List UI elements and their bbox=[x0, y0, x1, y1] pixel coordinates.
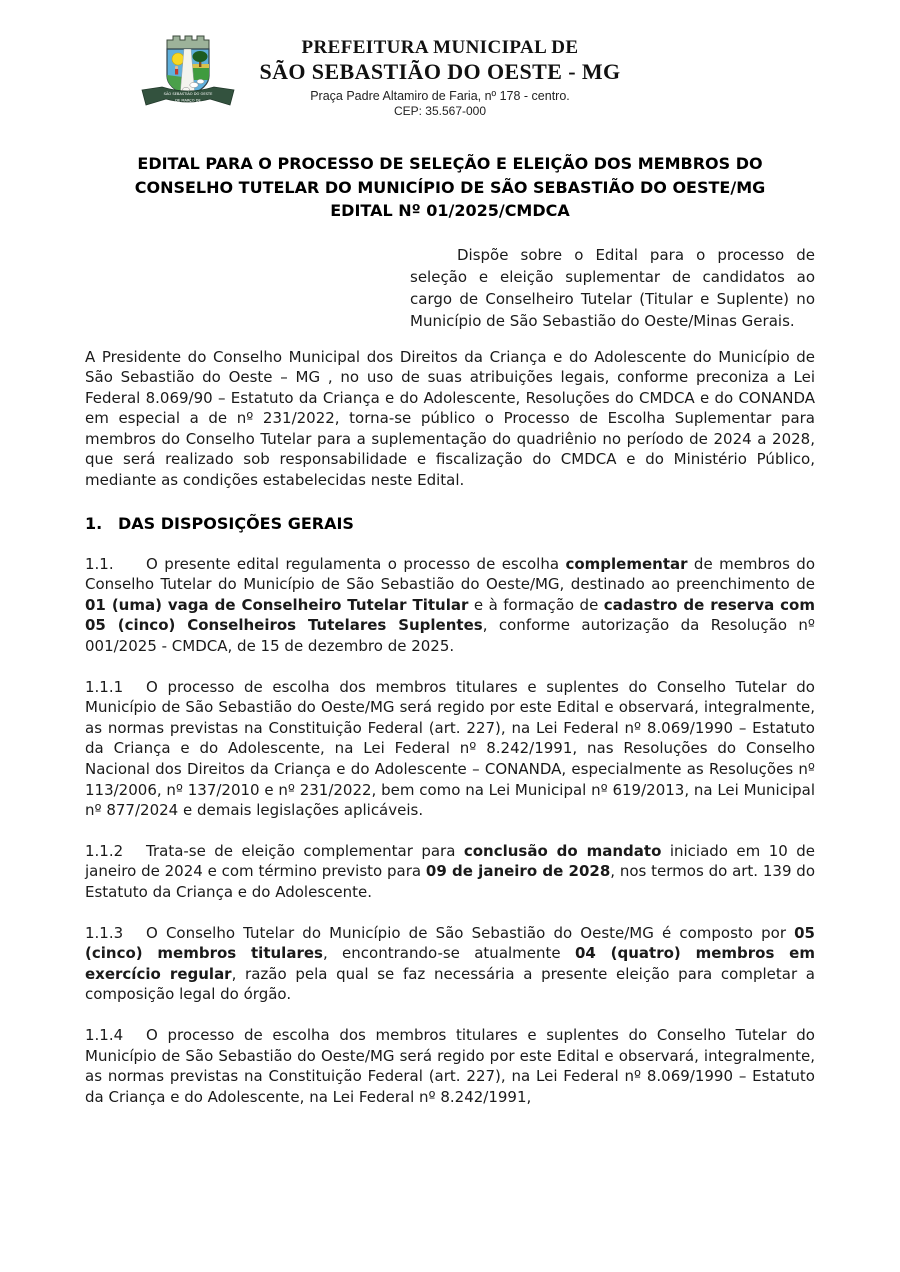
clause-text: iniciado em 10 de janeiro de 2024 e com término previsto para bbox=[85, 841, 815, 881]
document-title-line2: CONSELHO TUTELAR DO MUNICÍPIO DE SÃO SEBASTIÃO DO OESTE/MG bbox=[134, 177, 766, 197]
clause-text: O processo de escolha dos membros titulares e suplentes do Conselho Tutelar do Município de São Sebastião do Oeste/MG será regido por este Edital e observará, integralmente, as normas previstas na Constituição Federal (art. 227), na Lei Federal nº 8.069/1990 – Estatuto da Criança e do Adolescente, na Lei Federal nº 8.242/1991, bbox=[85, 1025, 815, 1106]
org-address: Praça Padre Altamiro de Faria, nº 178 - centro. bbox=[310, 89, 570, 103]
document-title bbox=[85, 152, 815, 223]
clause-text-bold: cadastro de reserva com 05 (cinco) Conselheiros Tutelares Suplentes bbox=[85, 595, 815, 635]
letterhead bbox=[90, 36, 790, 119]
ribbon-text-bottom: DE MARÇO DE bbox=[175, 98, 201, 103]
ribbon-text-top: SÃO SEBASTIÃO DO OESTE bbox=[163, 92, 213, 96]
org-cep: CEP: 35.567-000 bbox=[393, 104, 487, 118]
document-content bbox=[0, 152, 900, 1107]
clause-1-1-4 bbox=[85, 1025, 815, 1107]
clause-text-bold: 09 de janeiro de 2028 bbox=[425, 862, 611, 881]
clause-text-bold: complementar bbox=[565, 554, 688, 573]
clause-text-bold: 05 (cinco) membros titulares bbox=[85, 923, 815, 963]
document-title-line1: EDITAL PARA O PROCESSO DE SELEÇÃO E ELEIÇÃO DOS MEMBROS DO bbox=[137, 154, 763, 173]
clause-text-bold: 04 (quatro) membros em exercício regular bbox=[85, 944, 815, 983]
epigraph-paragraph: Dispõe sobre o Edital para o processo de seleção e eleição suplementar de candidatos ao cargo de Conselheiro Tutelar (Titular e Suplente) no Município de São Sebastião do Oeste/Minas Gerais. bbox=[410, 245, 815, 330]
clause-text: de membros do Conselho Tutelar do Município de São Sebastião do Oeste/MG, destinado ao preenchimento de bbox=[85, 554, 815, 594]
org-name-line2: SÃO SEBASTIÃO DO OESTE - MG bbox=[259, 59, 621, 84]
clause-text: e à formação de bbox=[468, 595, 604, 614]
clause-text-bold: conclusão do mandato bbox=[463, 841, 662, 860]
clause-text: , razão pela qual se faz necessária a presente eleição para completar a composição legal do órgão. bbox=[85, 964, 815, 1004]
clause-text: O processo de escolha dos membros titulares e suplentes do Conselho Tutelar do Município de São Sebastião do Oeste/MG será regido por este Edital e observará, integralmente, as normas previstas na Constituição Federal (art. 227), na Lei Federal nº 8.069/1990 – Estatuto da Criança e do Adolescente, na Lei Federal nº 8.242/1991, nas Resoluções do Conselho Nacional dos Direitos da Criança e do Adolescente – CONANDA, especialmente as Resoluções nº 113/2006, nº 137/2010 e nº 231/2022, bem como na Lei Municipal nº 619/2013, na Lei Municipal nº 877/2024 e demais legislações aplicáveis. bbox=[85, 677, 815, 820]
clause-text-bold: 01 (uma) vaga de Conselheiro Tutelar Titular bbox=[85, 595, 469, 614]
clause-1-1 bbox=[85, 554, 815, 657]
clause-1-1-1 bbox=[85, 677, 815, 821]
section-1-heading bbox=[85, 514, 815, 534]
clause-number: 1.1.4 bbox=[85, 1025, 124, 1044]
org-name-line1: PREFEITURA MUNICIPAL DE bbox=[301, 37, 579, 58]
document-title-line3: EDITAL Nº 01/2025/CMDCA bbox=[330, 201, 570, 220]
clause-text: , nos termos do art. 139 do Estatuto da Criança e do Adolescente. bbox=[85, 862, 815, 901]
clause-text: Trata-se de eleição complementar para bbox=[146, 841, 464, 860]
section-number: 1. bbox=[85, 513, 103, 533]
section-heading-text: DAS DISPOSIÇÕES GERAIS bbox=[118, 513, 354, 533]
clause-1-1-3 bbox=[85, 923, 815, 1005]
clause-text: O presente edital regulamenta o processo de escolha bbox=[146, 554, 566, 573]
clause-1-1-2 bbox=[85, 841, 815, 903]
preamble-paragraph: A Presidente do Conselho Municipal dos Direitos da Criança e do Adolescente do Município de São Sebastião do Oeste – MG , no uso de suas atribuições legais, conforme preconiza a Lei Federal 8.069/90 – Estatuto da Criança e do Adolescente, Resoluções do CMDCA e do CONANDA em especial a de nº 231/2022, torna-se público o Processo de Escolha Suplementar para membros do Conselho Tutelar para a suplementação do quadriênio no período de 2024 a 2028, que será realizado sob responsabilidade e fiscalização do CMDCA e do Ministério Público, mediante as condições estabelecidas neste Edital. bbox=[85, 347, 815, 490]
clause-text: , conforme autorização da Resolução nº 001/2025 - CMDCA, de 15 de dezembro de 2025. bbox=[85, 616, 815, 656]
clause-number: 1.1. bbox=[85, 554, 114, 573]
clause-number: 1.1.2 bbox=[85, 841, 124, 860]
clause-text: O Conselho Tutelar do Município de São Sebastião do Oeste/MG é composto por bbox=[146, 923, 795, 942]
clause-number: 1.1.1 bbox=[85, 677, 124, 696]
clause-number: 1.1.3 bbox=[85, 923, 124, 942]
clause-text: , encontrando-se atualmente bbox=[322, 944, 575, 963]
